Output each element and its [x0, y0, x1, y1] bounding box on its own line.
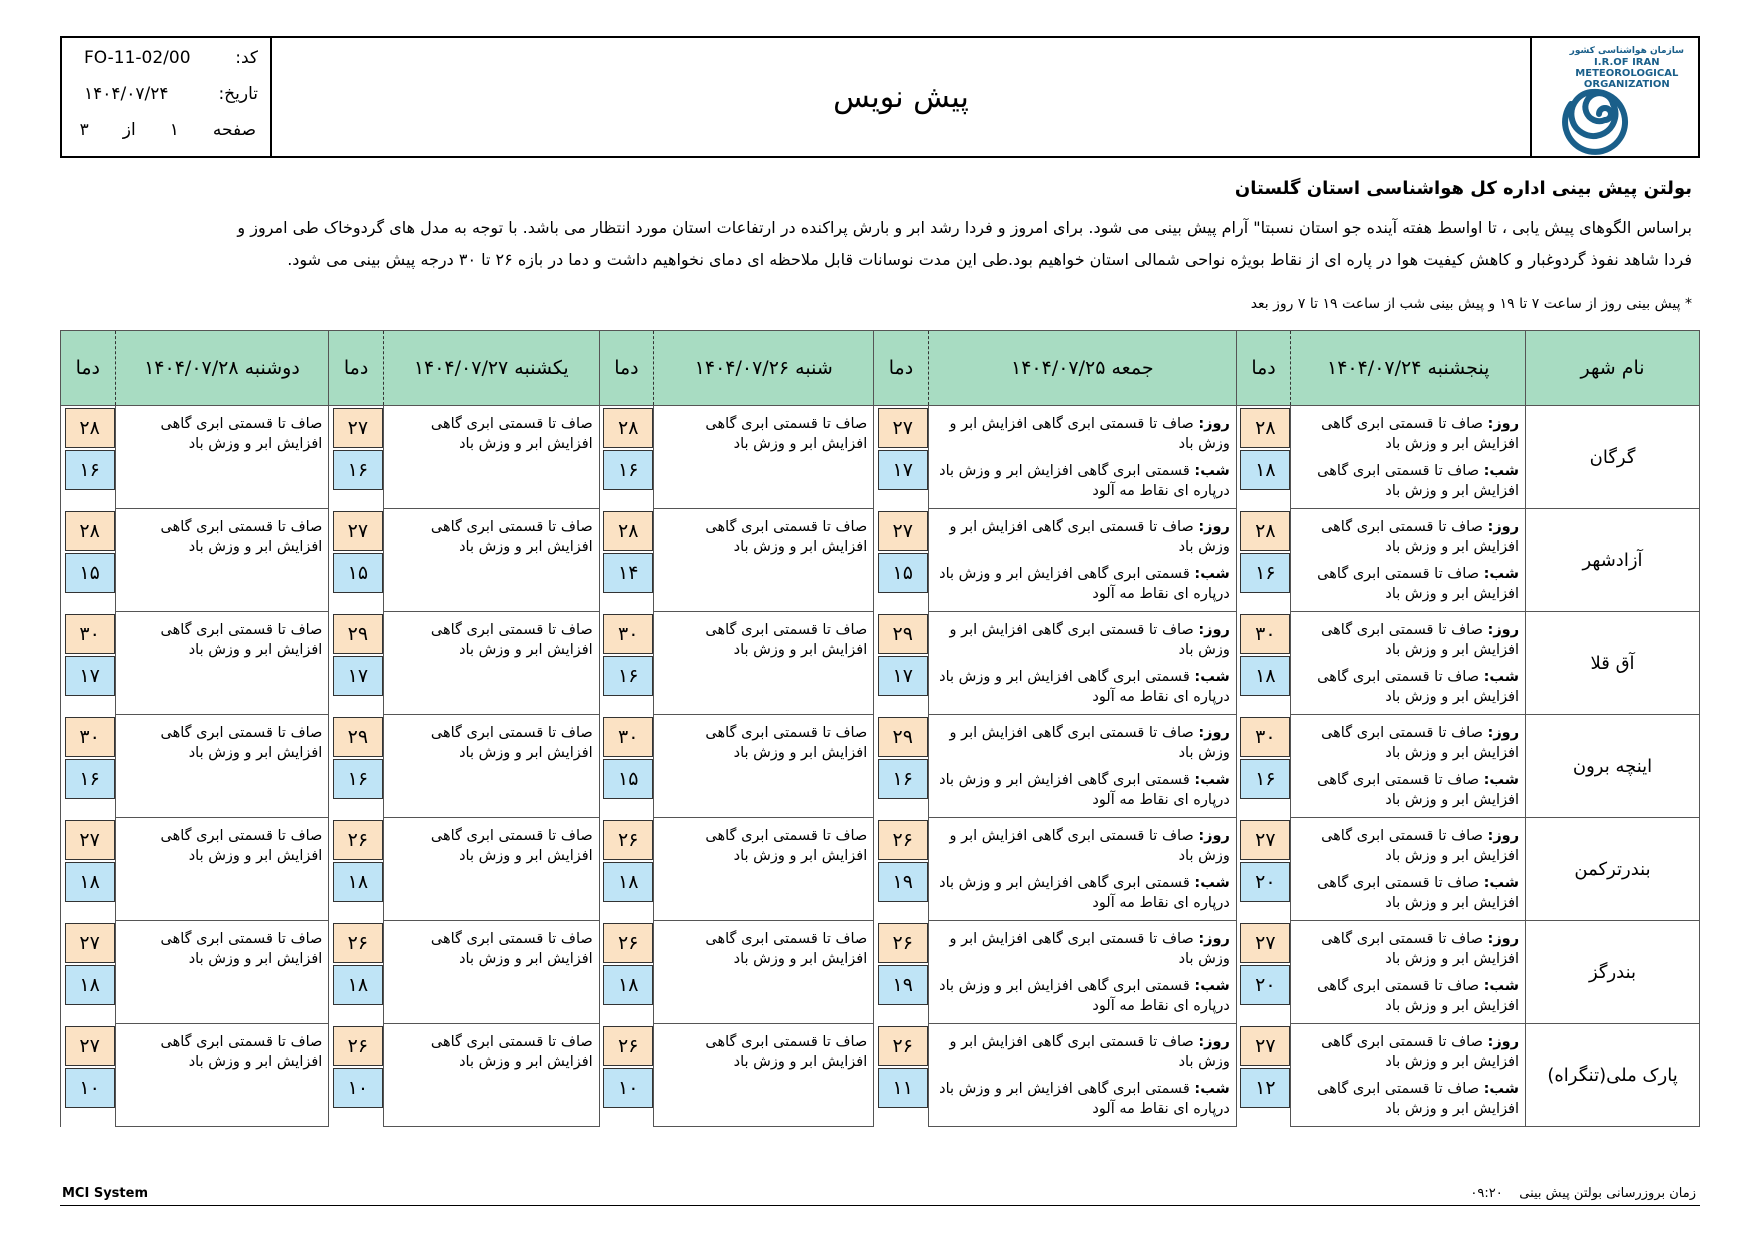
- temp-day2-cell: [874, 612, 928, 715]
- min-temp: ۱۵: [878, 553, 928, 593]
- min-temp: ۱۶: [878, 759, 928, 799]
- max-temp: ۲۹: [333, 614, 383, 654]
- temp-day2-cell: [874, 406, 928, 509]
- temp-day2-cell: [874, 715, 928, 818]
- table-row: [61, 406, 1700, 509]
- forecast-day2-cell: [928, 1024, 1236, 1127]
- organization-logo: [1530, 38, 1698, 156]
- min-temp: ۱۸: [603, 862, 653, 902]
- temp-day1-cell: [1236, 509, 1290, 612]
- night-condition: صاف تا قسمتی ابری گاهی افزایش ابر و وزش باد: [1317, 772, 1520, 808]
- temp-day3-cell: [599, 921, 653, 1024]
- night-condition: قسمتی ابری گاهی افزایش ابر و وزش باد درپاره ای نقاط مه آلود: [939, 669, 1230, 705]
- max-temp: ۳۰: [65, 717, 115, 757]
- max-temp: ۲۷: [65, 820, 115, 860]
- condition: صاف تا قسمتی ابری گاهی افزایش ابر و وزش باد: [705, 1034, 868, 1070]
- footer-divider: [60, 1205, 1700, 1206]
- document-meta: [62, 38, 272, 156]
- bulletin-paragraph-line-1: براساس الگوهای پیش یابی ، تا اواسط هفته آینده جو استان نسبتا" آرام پیش بینی می شود. برای امروز و فردا رشد ابر و بارش پراکنده در ارتفاعات استان مورد انتظار می باشد. با توجه به مدل های گردوخاک طی امروز و: [237, 218, 1692, 237]
- forecast-day4-cell: [383, 406, 599, 509]
- day-label: روز:: [1198, 519, 1230, 535]
- day-condition: صاف تا قسمتی ابری گاهی افزایش ابر و وزش باد: [1321, 828, 1520, 864]
- max-temp: ۲۹: [878, 717, 928, 757]
- min-temp: ۲۰: [1240, 862, 1290, 902]
- min-temp: ۱۹: [878, 965, 928, 1005]
- day-condition: صاف تا قسمتی ابری گاهی افزایش ابر و وزش باد: [1321, 519, 1520, 555]
- min-temp: ۱۸: [1240, 656, 1290, 696]
- night-label: شب:: [1483, 566, 1520, 582]
- temp-day5-cell: [61, 406, 116, 509]
- max-temp: ۲۷: [65, 923, 115, 963]
- temp-header-3: دما: [599, 331, 653, 406]
- day-condition: صاف تا قسمتی ابری گاهی افزایش ابر و وزش باد: [1321, 725, 1520, 761]
- forecast-day3-cell: [654, 818, 874, 921]
- table-row: [61, 1024, 1700, 1127]
- min-temp: ۱۷: [878, 656, 928, 696]
- forecast-day3-cell: [654, 509, 874, 612]
- forecast-hours-note: * پیش بینی روز از ساعت ۷ تا ۱۹ و پیش بینی شب از ساعت ۱۹ تا ۷ روز بعد: [1250, 296, 1692, 312]
- page-of: از: [122, 120, 136, 140]
- temp-day1-cell: [1236, 818, 1290, 921]
- min-temp: ۱۶: [65, 450, 115, 490]
- condition: صاف تا قسمتی ابری گاهی افزایش ابر و وزش باد: [430, 519, 593, 555]
- forecast-day3-cell: [654, 406, 874, 509]
- forecast-day5-cell: [115, 406, 329, 509]
- night-label: شب:: [1194, 463, 1230, 479]
- day-condition: صاف تا قسمتی ابری گاهی افزایش ابر و وزش باد: [949, 725, 1230, 761]
- min-temp: ۱۵: [65, 553, 115, 593]
- condition: صاف تا قسمتی ابری گاهی افزایش ابر و وزش باد: [160, 519, 323, 555]
- city-name: بندرگز: [1526, 921, 1700, 1024]
- day-label: روز:: [1198, 416, 1230, 432]
- page-row: [80, 120, 256, 140]
- temp-day5-cell: [61, 715, 116, 818]
- temp-day3-cell: [599, 1024, 653, 1127]
- temp-day3-cell: [599, 818, 653, 921]
- max-temp: ۲۶: [878, 923, 928, 963]
- city-name: آق قلا: [1526, 612, 1700, 715]
- condition: صاف تا قسمتی ابری گاهی افزایش ابر و وزش باد: [705, 416, 868, 452]
- forecast-day3-cell: [654, 921, 874, 1024]
- day-condition: صاف تا قسمتی ابری گاهی افزایش ابر و وزش باد: [949, 416, 1230, 452]
- temp-day4-cell: [329, 406, 383, 509]
- forecast-day4-cell: [383, 818, 599, 921]
- day-header-5: دوشنبه ۱۴۰۴/۰۷/۲۸: [115, 331, 329, 406]
- day-label: روز:: [1198, 1034, 1230, 1050]
- day-label: روز:: [1198, 725, 1230, 741]
- day-condition: صاف تا قسمتی ابری گاهی افزایش ابر و وزش باد: [949, 931, 1230, 967]
- min-temp: ۱۰: [65, 1068, 115, 1108]
- day-label: روز:: [1487, 931, 1520, 947]
- forecast-day2-cell: [928, 612, 1236, 715]
- max-temp: ۲۸: [1240, 511, 1290, 551]
- day-condition: صاف تا قسمتی ابری گاهی افزایش ابر و وزش باد: [1321, 416, 1520, 452]
- date-row: [84, 84, 258, 104]
- min-temp: ۱۷: [65, 656, 115, 696]
- forecast-day2-cell: [928, 406, 1236, 509]
- forecast-day4-cell: [383, 715, 599, 818]
- condition: صاف تا قسمتی ابری گاهی افزایش ابر و وزش باد: [430, 1034, 593, 1070]
- min-temp: ۱۵: [333, 553, 383, 593]
- day-header-4: یکشنبه ۱۴۰۴/۰۷/۲۷: [383, 331, 599, 406]
- day-label: روز:: [1487, 622, 1520, 638]
- forecast-day5-cell: [115, 715, 329, 818]
- max-temp: ۲۷: [333, 511, 383, 551]
- temp-day4-cell: [329, 921, 383, 1024]
- day-label: روز:: [1487, 519, 1520, 535]
- night-condition: صاف تا قسمتی ابری گاهی افزایش ابر و وزش باد: [1317, 463, 1520, 499]
- night-condition: صاف تا قسمتی ابری گاهی افزایش ابر و وزش باد: [1317, 978, 1520, 1014]
- forecast-day3-cell: [654, 715, 874, 818]
- night-label: شب:: [1194, 566, 1230, 582]
- forecast-day2-cell: [928, 715, 1236, 818]
- condition: صاف تا قسمتی ابری گاهی افزایش ابر و وزش باد: [160, 828, 323, 864]
- min-temp: ۱۸: [1240, 450, 1290, 490]
- max-temp: ۲۷: [65, 1026, 115, 1066]
- max-temp: ۲۸: [1240, 408, 1290, 448]
- temp-day2-cell: [874, 509, 928, 612]
- condition: صاف تا قسمتی ابری گاهی افزایش ابر و وزش باد: [160, 725, 323, 761]
- day-label: روز:: [1487, 1034, 1520, 1050]
- condition: صاف تا قسمتی ابری گاهی افزایش ابر و وزش باد: [705, 931, 868, 967]
- temp-day5-cell: [61, 612, 116, 715]
- temp-day4-cell: [329, 715, 383, 818]
- logo-line-2: METEOROLOGICAL: [1575, 68, 1679, 79]
- max-temp: ۲۶: [333, 923, 383, 963]
- condition: صاف تا قسمتی ابری گاهی افزایش ابر و وزش باد: [430, 828, 593, 864]
- day-condition: صاف تا قسمتی ابری گاهی افزایش ابر و وزش باد: [949, 622, 1230, 658]
- condition: صاف تا قسمتی ابری گاهی افزایش ابر و وزش باد: [160, 416, 323, 452]
- min-temp: ۱۷: [878, 450, 928, 490]
- min-temp: ۱۶: [333, 450, 383, 490]
- forecast-day4-cell: [383, 921, 599, 1024]
- min-temp: ۱۸: [333, 965, 383, 1005]
- logo-line-fa: سازمان هواشناسی کشور: [1569, 46, 1684, 56]
- max-temp: ۲۸: [65, 511, 115, 551]
- temp-day1-cell: [1236, 612, 1290, 715]
- night-condition: قسمتی ابری گاهی افزایش ابر و وزش باد درپاره ای نقاط مه آلود: [939, 566, 1230, 602]
- temp-day2-cell: [874, 921, 928, 1024]
- forecast-day2-cell: [928, 818, 1236, 921]
- day-label: روز:: [1487, 416, 1520, 432]
- code-row: [84, 48, 258, 68]
- spiral-logo-icon: [1554, 72, 1644, 156]
- forecast-day3-cell: [654, 1024, 874, 1127]
- temp-day5-cell: [61, 921, 116, 1024]
- min-temp: ۱۰: [333, 1068, 383, 1108]
- date-label: تاریخ:: [218, 84, 258, 104]
- min-temp: ۱۸: [603, 965, 653, 1005]
- forecast-day5-cell: [115, 1024, 329, 1127]
- max-temp: ۲۶: [333, 1026, 383, 1066]
- temp-day2-cell: [874, 1024, 928, 1127]
- table-row: [61, 921, 1700, 1024]
- night-label: شب:: [1194, 875, 1230, 891]
- day-label: روز:: [1198, 828, 1230, 844]
- update-label: زمان بروزرسانی بولتن پیش بینی: [1519, 1186, 1696, 1201]
- min-temp: ۱۸: [333, 862, 383, 902]
- max-temp: ۲۶: [603, 820, 653, 860]
- temp-day4-cell: [329, 818, 383, 921]
- day-condition: صاف تا قسمتی ابری گاهی افزایش ابر و وزش باد: [1321, 931, 1520, 967]
- footer-update: [1470, 1186, 1696, 1201]
- forecast-day2-cell: [928, 921, 1236, 1024]
- night-condition: صاف تا قسمتی ابری گاهی افزایش ابر و وزش باد: [1317, 875, 1520, 911]
- temp-day1-cell: [1236, 1024, 1290, 1127]
- condition: صاف تا قسمتی ابری گاهی افزایش ابر و وزش باد: [705, 622, 868, 658]
- forecast-day1-cell: [1291, 818, 1526, 921]
- max-temp: ۳۰: [603, 717, 653, 757]
- night-condition: صاف تا قسمتی ابری گاهی افزایش ابر و وزش باد: [1317, 669, 1520, 705]
- min-temp: ۱۸: [65, 862, 115, 902]
- forecast-day5-cell: [115, 612, 329, 715]
- max-temp: ۲۹: [333, 717, 383, 757]
- max-temp: ۲۶: [603, 923, 653, 963]
- night-condition: قسمتی ابری گاهی افزایش ابر و وزش باد درپاره ای نقاط مه آلود: [939, 875, 1230, 911]
- max-temp: ۲۸: [65, 408, 115, 448]
- day-label: روز:: [1198, 622, 1230, 638]
- temp-day4-cell: [329, 509, 383, 612]
- min-temp: ۱۶: [1240, 759, 1290, 799]
- logo-line-1: I.R.OF IRAN: [1594, 57, 1660, 68]
- forecast-day5-cell: [115, 921, 329, 1024]
- forecast-day4-cell: [383, 1024, 599, 1127]
- max-temp: ۳۰: [65, 614, 115, 654]
- max-temp: ۲۶: [333, 820, 383, 860]
- temp-day4-cell: [329, 1024, 383, 1127]
- temp-day3-cell: [599, 509, 653, 612]
- forecast-day1-cell: [1291, 406, 1526, 509]
- document-title: پیش نویس: [833, 79, 969, 115]
- condition: صاف تا قسمتی ابری گاهی افزایش ابر و وزش باد: [705, 828, 868, 864]
- day-condition: صاف تا قسمتی ابری گاهی افزایش ابر و وزش باد: [949, 519, 1230, 555]
- night-condition: قسمتی ابری گاهی افزایش ابر و وزش باد درپاره ای نقاط مه آلود: [939, 772, 1230, 808]
- temp-header-2: دما: [874, 331, 928, 406]
- day-header-3: شنبه ۱۴۰۴/۰۷/۲۶: [654, 331, 874, 406]
- night-label: شب:: [1483, 875, 1520, 891]
- night-label: شب:: [1194, 669, 1230, 685]
- day-header-1: پنجشنبه ۱۴۰۴/۰۷/۲۴: [1291, 331, 1526, 406]
- code-label: کد:: [235, 48, 258, 68]
- max-temp: ۲۷: [878, 408, 928, 448]
- city-column-header: نام شهر: [1526, 331, 1700, 406]
- table-row: [61, 715, 1700, 818]
- temp-header-1: دما: [1236, 331, 1290, 406]
- forecast-table: [60, 330, 1700, 1127]
- condition: صاف تا قسمتی ابری گاهی افزایش ابر و وزش باد: [430, 931, 593, 967]
- condition: صاف تا قسمتی ابری گاهی افزایش ابر و وزش باد: [160, 931, 323, 967]
- day-condition: صاف تا قسمتی ابری گاهی افزایش ابر و وزش باد: [1321, 1034, 1520, 1070]
- max-temp: ۲۶: [603, 1026, 653, 1066]
- min-temp: ۱۹: [878, 862, 928, 902]
- min-temp: ۱۱: [878, 1068, 928, 1108]
- condition: صاف تا قسمتی ابری گاهی افزایش ابر و وزش باد: [430, 725, 593, 761]
- forecast-day1-cell: [1291, 921, 1526, 1024]
- min-temp: ۱۶: [65, 759, 115, 799]
- max-temp: ۳۰: [603, 614, 653, 654]
- document-header: [60, 36, 1700, 158]
- condition: صاف تا قسمتی ابری گاهی افزایش ابر و وزش باد: [705, 725, 868, 761]
- night-label: شب:: [1483, 978, 1520, 994]
- min-temp: ۱۲: [1240, 1068, 1290, 1108]
- night-condition: صاف تا قسمتی ابری گاهی افزایش ابر و وزش باد: [1317, 1081, 1520, 1117]
- min-temp: ۱۶: [603, 450, 653, 490]
- forecast-day3-cell: [654, 612, 874, 715]
- max-temp: ۳۰: [1240, 614, 1290, 654]
- forecast-day5-cell: [115, 818, 329, 921]
- forecast-day1-cell: [1291, 612, 1526, 715]
- min-temp: ۱۰: [603, 1068, 653, 1108]
- night-label: شب:: [1483, 1081, 1520, 1097]
- max-temp: ۲۹: [878, 614, 928, 654]
- page-total: ۳: [79, 120, 89, 140]
- condition: صاف تا قسمتی ابری گاهی افزایش ابر و وزش باد: [160, 1034, 323, 1070]
- temp-day3-cell: [599, 612, 653, 715]
- night-label: شب:: [1483, 669, 1520, 685]
- update-time: ۰۹:۲۰: [1470, 1186, 1503, 1201]
- night-label: شب:: [1483, 463, 1520, 479]
- temp-day3-cell: [599, 406, 653, 509]
- min-temp: ۲۰: [1240, 965, 1290, 1005]
- page-num: ۱: [169, 120, 179, 140]
- day-label: روز:: [1487, 725, 1520, 741]
- temp-header-5: دما: [61, 331, 116, 406]
- forecast-day4-cell: [383, 612, 599, 715]
- table-row: [61, 612, 1700, 715]
- max-temp: ۲۷: [1240, 923, 1290, 963]
- night-label: شب:: [1194, 1081, 1230, 1097]
- min-temp: ۱۶: [1240, 553, 1290, 593]
- page-label: صفحه: [212, 120, 256, 140]
- table-row: [61, 509, 1700, 612]
- max-temp: ۲۶: [878, 820, 928, 860]
- night-condition: قسمتی ابری گاهی افزایش ابر و وزش باد درپاره ای نقاط مه آلود: [939, 463, 1230, 499]
- table-row: [61, 818, 1700, 921]
- city-name: بندرترکمن: [1526, 818, 1700, 921]
- day-condition: صاف تا قسمتی ابری گاهی افزایش ابر و وزش باد: [1321, 622, 1520, 658]
- forecast-day5-cell: [115, 509, 329, 612]
- footer-system: MCI System: [62, 1186, 148, 1201]
- city-name: پارک ملی(تنگراه): [1526, 1024, 1700, 1127]
- min-temp: ۱۷: [333, 656, 383, 696]
- city-name: اینچه برون: [1526, 715, 1700, 818]
- day-condition: صاف تا قسمتی ابری گاهی افزایش ابر و وزش باد: [949, 828, 1230, 864]
- condition: صاف تا قسمتی ابری گاهی افزایش ابر و وزش باد: [160, 622, 323, 658]
- forecast-day4-cell: [383, 509, 599, 612]
- night-label: شب:: [1194, 978, 1230, 994]
- condition: صاف تا قسمتی ابری گاهی افزایش ابر و وزش باد: [705, 519, 868, 555]
- min-temp: ۱۵: [603, 759, 653, 799]
- min-temp: ۱۴: [603, 553, 653, 593]
- max-temp: ۲۸: [603, 408, 653, 448]
- condition: صاف تا قسمتی ابری گاهی افزایش ابر و وزش باد: [430, 622, 593, 658]
- forecast-day2-cell: [928, 509, 1236, 612]
- night-condition: صاف تا قسمتی ابری گاهی افزایش ابر و وزش باد: [1317, 566, 1520, 602]
- temp-day1-cell: [1236, 921, 1290, 1024]
- night-label: شب:: [1194, 772, 1230, 788]
- bulletin-paragraph-line-2: فردا شاهد نفوذ گردوغبار و کاهش کیفیت هوا در پاره ای از نقاط بویژه نواحی شمالی استان خواهیم بود.طی این مدت نوسانات قابل ملاحظه ای دمای نخواهیم داشت و دما در بازه ۲۶ تا ۳۰ درجه پیش بینی می شود.: [287, 250, 1692, 269]
- max-temp: ۲۷: [1240, 820, 1290, 860]
- forecast-day1-cell: [1291, 715, 1526, 818]
- night-condition: قسمتی ابری گاهی افزایش ابر و وزش باد درپاره ای نقاط مه آلود: [939, 978, 1230, 1014]
- condition: صاف تا قسمتی ابری گاهی افزایش ابر و وزش باد: [430, 416, 593, 452]
- min-temp: ۱۸: [65, 965, 115, 1005]
- day-label: روز:: [1198, 931, 1230, 947]
- day-label: روز:: [1487, 828, 1520, 844]
- code-value: FO-11-02/00: [84, 48, 191, 68]
- night-label: شب:: [1483, 772, 1520, 788]
- table-header-row: [61, 331, 1700, 406]
- temp-day5-cell: [61, 1024, 116, 1127]
- day-header-2: جمعه ۱۴۰۴/۰۷/۲۵: [928, 331, 1236, 406]
- temp-day4-cell: [329, 612, 383, 715]
- max-temp: ۲۷: [878, 511, 928, 551]
- night-condition: قسمتی ابری گاهی افزایش ابر و وزش باد درپاره ای نقاط مه آلود: [939, 1081, 1230, 1117]
- temp-day5-cell: [61, 509, 116, 612]
- temp-day1-cell: [1236, 715, 1290, 818]
- temp-day3-cell: [599, 715, 653, 818]
- forecast-day1-cell: [1291, 509, 1526, 612]
- temp-day2-cell: [874, 818, 928, 921]
- min-temp: ۱۶: [603, 656, 653, 696]
- forecast-day1-cell: [1291, 1024, 1526, 1127]
- temp-header-4: دما: [329, 331, 383, 406]
- max-temp: ۲۷: [1240, 1026, 1290, 1066]
- day-condition: صاف تا قسمتی ابری گاهی افزایش ابر و وزش باد: [949, 1034, 1230, 1070]
- min-temp: ۱۶: [333, 759, 383, 799]
- max-temp: ۲۷: [333, 408, 383, 448]
- logo-line-3: ORGANIZATION: [1583, 79, 1670, 90]
- max-temp: ۲۸: [603, 511, 653, 551]
- date-value: ۱۴۰۴/۰۷/۲۴: [84, 84, 169, 104]
- bulletin-title: بولتن پیش بینی اداره کل هواشناسی استان گلستان: [1234, 178, 1692, 199]
- max-temp: ۲۶: [878, 1026, 928, 1066]
- temp-day1-cell: [1236, 406, 1290, 509]
- max-temp: ۳۰: [1240, 717, 1290, 757]
- city-name: آزادشهر: [1526, 509, 1700, 612]
- temp-day5-cell: [61, 818, 116, 921]
- city-name: گرگان: [1526, 406, 1700, 509]
